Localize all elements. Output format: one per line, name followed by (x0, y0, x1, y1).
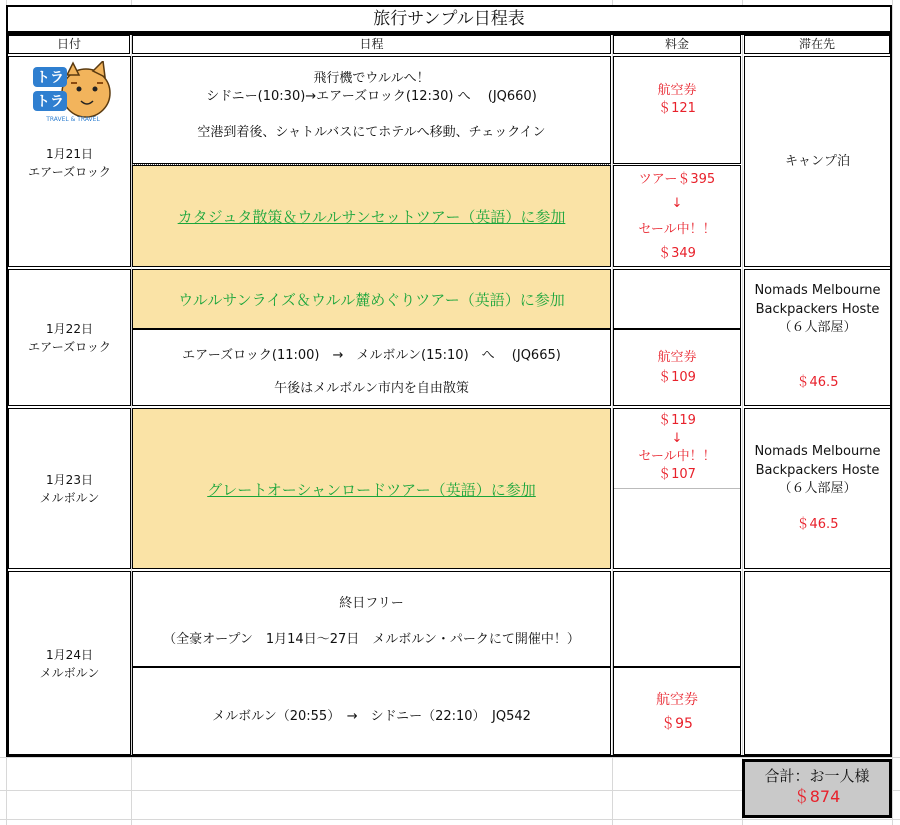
day2-stay-price: ＄46.5 (796, 375, 839, 390)
header-schedule: 日程 (132, 35, 611, 54)
day4-flight-cell (132, 667, 611, 755)
day3-sale-price: ＄107 (658, 467, 696, 482)
day4-price-cell (613, 667, 741, 755)
day1-tour-cell (132, 165, 611, 267)
day3-price: ＄119 (658, 413, 696, 428)
day1-line2: シドニー(10:30)→エアーズロック(12:30) へ (JQ660) (206, 89, 537, 104)
day2-line2: 午後はメルボルン市内を自由散策 (274, 381, 469, 396)
day4-stay-cell (744, 571, 891, 755)
day1-sale-price: ＄349 (658, 246, 696, 261)
total-value: ＄874 (793, 787, 841, 806)
day3-arrow: ↓ (671, 431, 683, 446)
day1-flight-label: 航空券 (657, 83, 697, 98)
day2-date: 1月22日 (46, 322, 93, 336)
day1-line3: 空港到着後、シャトルバスにてホテルへ移動、チェックイン (197, 125, 546, 140)
day2-flight-label: 航空券 (657, 350, 697, 365)
total-box (742, 759, 892, 818)
day1-price-cell (613, 56, 741, 164)
day4-line1: 終日フリー (339, 596, 404, 611)
day4-free-cell (132, 571, 611, 667)
day4-line2: （全豪オープン 1月14日〜27日 メルボルン・パークにて開催中！） (163, 632, 580, 647)
day1-tour-price: ツアー＄395 (638, 172, 716, 187)
day2-date-cell (8, 269, 131, 406)
day3-stay-room: （６人部屋） (778, 481, 857, 496)
day2-stay-name2: Backpackers Hoste (755, 302, 880, 317)
day3-tour-cell (132, 408, 611, 569)
total-label: 合計：お一人様 (764, 767, 870, 785)
day2-stay-name1: Nomads Melbourne (754, 283, 881, 298)
day3-stay-cell (744, 408, 891, 569)
logo-text-top: トラ (36, 70, 64, 86)
day4-place: メルボルン (39, 666, 100, 680)
day1-date: 1月21日 (46, 147, 93, 161)
day2-tour-cell (132, 269, 611, 329)
day3-stay-name2: Backpackers Hoste (755, 463, 880, 478)
day4-date: 1月24日 (46, 648, 93, 662)
day3-sale: セール中！！ (638, 449, 716, 464)
day3-date: 1月23日 (46, 473, 93, 487)
day4-flight-label: 航空券 (656, 692, 698, 708)
day1-flight-price: ＄121 (658, 101, 696, 116)
day1-arrow: ↓ (671, 196, 683, 211)
day3-price-divider (614, 488, 740, 489)
day2-tour-price-cell (613, 269, 741, 329)
day4-date-cell (8, 571, 131, 755)
day3-tour[interactable]: グレートオーシャンロードツアー（英語）に参加 (207, 481, 536, 499)
logo-tagline: TRAVEL & TRAVEL (46, 116, 100, 123)
header-price: 料金 (613, 35, 741, 54)
day1-flight-cell (132, 56, 611, 164)
day3-price-cell (613, 408, 741, 569)
day1-stay-cell (744, 56, 891, 267)
day1-stay: キャンプ泊 (784, 154, 850, 169)
day2-tour: ウルルサンライズ＆ウルル麓めぐりツアー（英語）に参加 (178, 291, 565, 309)
day4-empty-price-cell (613, 571, 741, 667)
day4-line3: メルボルン（20:55） → シドニー（22:10） JQ542 (212, 709, 531, 724)
logo-icon (31, 61, 115, 123)
day3-date-cell (8, 408, 131, 569)
day2-stay-room: （６人部屋） (778, 320, 857, 335)
logo-text-bottom: トラ (36, 94, 64, 110)
day1-tour[interactable]: カタジュタ散策＆ウルルサンセットツアー（英語）に参加 (177, 208, 566, 226)
day2-flight-cell (132, 329, 611, 406)
day3-stay-price: ＄46.5 (796, 517, 839, 532)
day1-place: エアーズロック (28, 165, 111, 179)
day1-sale: セール中！！ (638, 222, 716, 237)
day3-stay-name1: Nomads Melbourne (754, 444, 881, 459)
day1-tour-price-cell (613, 165, 741, 267)
day1-date-cell (8, 56, 131, 267)
day2-price-cell (613, 329, 741, 406)
schedule-title: 旅行サンプル日程表 (6, 5, 892, 33)
header-date: 日付 (8, 35, 130, 54)
day2-flight-price: ＄109 (658, 370, 696, 385)
day2-place: エアーズロック (28, 340, 111, 354)
day2-line1: エアーズロック(11:00) → メルボルン(15:10) へ (JQ665) (182, 348, 561, 363)
day3-place: メルボルン (39, 491, 100, 505)
header-stay: 滞在先 (744, 35, 890, 54)
day2-stay-cell (744, 269, 891, 406)
day4-flight-price: ＄95 (661, 716, 693, 732)
day1-line1: 飛行機でウルルへ！ (313, 71, 430, 86)
